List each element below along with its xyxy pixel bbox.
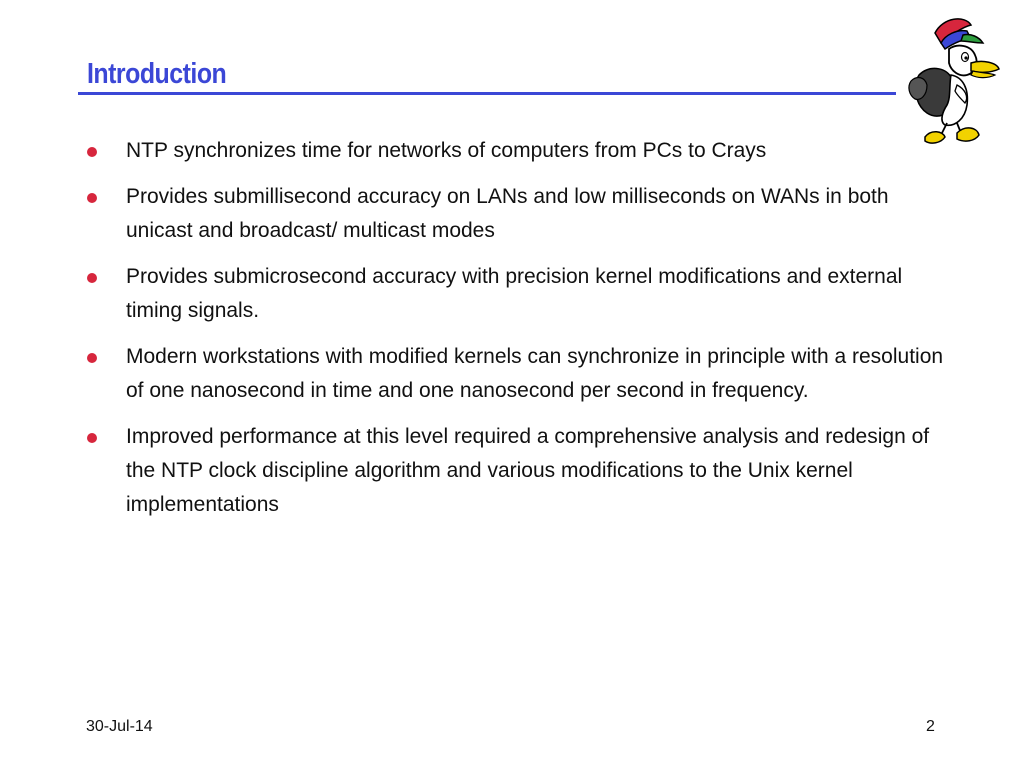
bullet-text: Provides submillisecond accuracy on LANs and low milliseconds on WANs in both unicast and broadcast/ multicast modes [126, 185, 889, 242]
bullet-item [86, 134, 946, 168]
slide-title: Introduction [87, 58, 227, 90]
bullet-text: Improved performance at this level required a comprehensive analysis and redesign of the NTP clock discipline algorithm and various modifications to the Unix kernel implementations [126, 425, 930, 516]
bullet-list [86, 134, 946, 534]
bullet-item [86, 420, 946, 522]
duck-mascot-icon [905, 15, 1005, 150]
bullet-dot-icon [87, 193, 97, 203]
bullet-dot-icon [87, 353, 97, 363]
bullet-text: Provides submicrosecond accuracy with precision kernel modifications and external timing signals. [126, 265, 903, 322]
bullet-dot-icon [87, 273, 97, 283]
bullet-text: NTP synchronizes time for networks of computers from PCs to Crays [126, 139, 767, 162]
bullet-dot-icon [87, 433, 97, 443]
bullet-dot-icon [87, 147, 97, 157]
footer-page-number: 2 [926, 718, 935, 735]
bullet-item [86, 340, 946, 408]
title-underline [78, 92, 896, 95]
bullet-item [86, 260, 946, 328]
footer-date: 30-Jul-14 [86, 718, 153, 735]
bullet-item [86, 180, 946, 248]
bullet-text: Modern workstations with modified kernels can synchronize in principle with a resolution of one nanosecond in time and one nanosecond per second in frequency. [126, 345, 944, 402]
